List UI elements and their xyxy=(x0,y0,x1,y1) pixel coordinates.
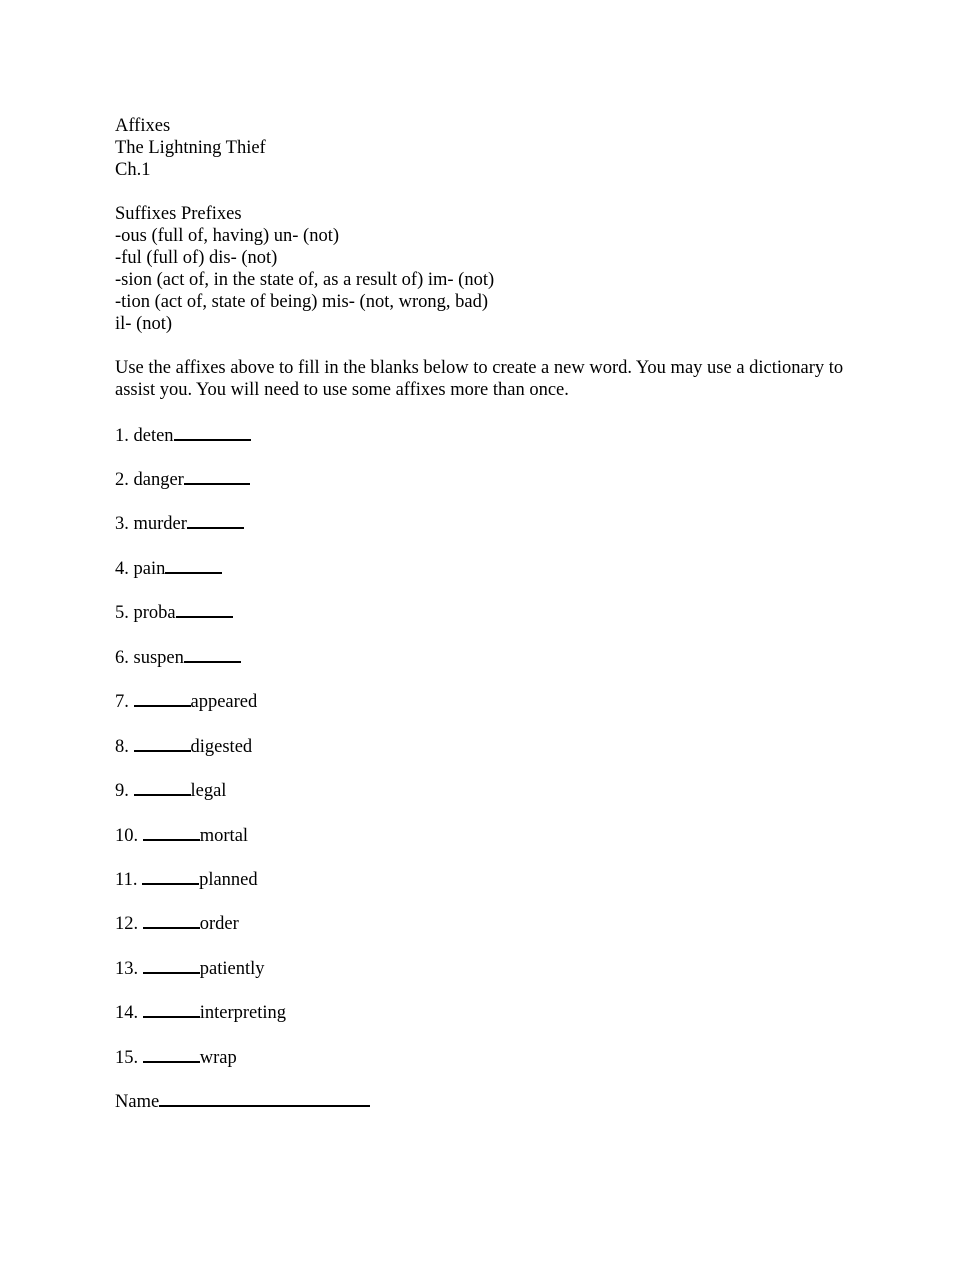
item-number: 3. xyxy=(115,514,129,534)
book-title: The Lightning Thief xyxy=(115,138,266,158)
name-field xyxy=(115,1091,370,1113)
affix-line: -sion (act of, in the state of, as a result of) im- (not) xyxy=(115,270,495,290)
item-number: 10. xyxy=(115,826,139,846)
item-word: interpreting xyxy=(199,1003,287,1023)
instructions-paragraph: Use the affixes above to fill in the blanks below to create a new word. You may use a dictionary to assist you. You will need to use some affixes more than once. xyxy=(115,358,844,400)
affix-heading: Suffixes Prefixes xyxy=(115,204,242,224)
affix-line: -ous (full of, having) un- (not) xyxy=(115,226,340,246)
exercise-item xyxy=(115,425,251,447)
item-number: 1. xyxy=(115,426,129,446)
item-word: deten xyxy=(133,426,174,446)
item-number: 14. xyxy=(115,1003,139,1023)
exercise-item xyxy=(115,780,226,802)
answer-blank[interactable] xyxy=(143,1047,200,1063)
item-word: suspen xyxy=(133,648,184,668)
item-word: digested xyxy=(190,737,253,757)
answer-blank[interactable] xyxy=(143,825,200,841)
exercise-item xyxy=(115,691,257,713)
affix-line: -ful (full of) dis- (not) xyxy=(115,248,278,268)
answer-blank[interactable] xyxy=(174,425,251,441)
item-number: 8. xyxy=(115,737,129,757)
answer-blank[interactable] xyxy=(134,691,191,707)
item-number: 15. xyxy=(115,1048,139,1068)
answer-blank[interactable] xyxy=(143,1002,200,1018)
item-word: murder xyxy=(133,514,187,534)
affix-line: il- (not) xyxy=(115,314,173,334)
item-word: mortal xyxy=(199,826,249,846)
answer-blank[interactable] xyxy=(134,780,191,796)
item-word: legal xyxy=(190,781,227,801)
chapter-label: Ch.1 xyxy=(115,160,151,180)
item-word: planned xyxy=(199,870,258,890)
answer-blank[interactable] xyxy=(187,513,244,529)
exercise-item xyxy=(115,469,250,491)
item-number: 12. xyxy=(115,914,139,934)
answer-blank[interactable] xyxy=(142,869,199,885)
exercise-item xyxy=(115,513,244,535)
item-number: 9. xyxy=(115,781,129,801)
item-number: 6. xyxy=(115,648,129,668)
name-label: Name xyxy=(115,1092,160,1112)
exercise-item xyxy=(115,1047,237,1069)
exercise-item xyxy=(115,558,222,580)
item-number: 5. xyxy=(115,603,129,623)
answer-blank[interactable] xyxy=(134,736,191,752)
worksheet-title: Affixes xyxy=(115,116,171,136)
item-word: appeared xyxy=(190,692,258,712)
item-word: order xyxy=(199,914,239,934)
exercise-item xyxy=(115,1002,286,1024)
item-number: 11. xyxy=(115,870,138,890)
affix-line: -tion (act of, state of being) mis- (not, wrong, bad) xyxy=(115,292,488,312)
exercise-item xyxy=(115,958,264,980)
name-blank[interactable] xyxy=(159,1091,370,1107)
answer-blank[interactable] xyxy=(143,958,200,974)
exercise-item xyxy=(115,869,258,891)
item-number: 2. xyxy=(115,470,129,490)
item-word: pain xyxy=(133,559,166,579)
item-number: 7. xyxy=(115,692,129,712)
item-number: 13. xyxy=(115,959,139,979)
item-word: wrap xyxy=(199,1048,237,1068)
answer-blank[interactable] xyxy=(184,647,241,663)
exercise-item xyxy=(115,825,248,847)
exercise-item xyxy=(115,602,233,624)
worksheet-page xyxy=(115,115,875,401)
item-word: patiently xyxy=(199,959,265,979)
exercise-item xyxy=(115,736,252,758)
item-word: danger xyxy=(133,470,184,490)
answer-blank[interactable] xyxy=(165,558,222,574)
answer-blank[interactable] xyxy=(176,602,233,618)
answer-blank[interactable] xyxy=(143,913,200,929)
item-number: 4. xyxy=(115,559,129,579)
item-word: proba xyxy=(133,603,176,623)
answer-blank[interactable] xyxy=(184,469,250,485)
exercise-item xyxy=(115,647,241,669)
exercise-item xyxy=(115,913,239,935)
